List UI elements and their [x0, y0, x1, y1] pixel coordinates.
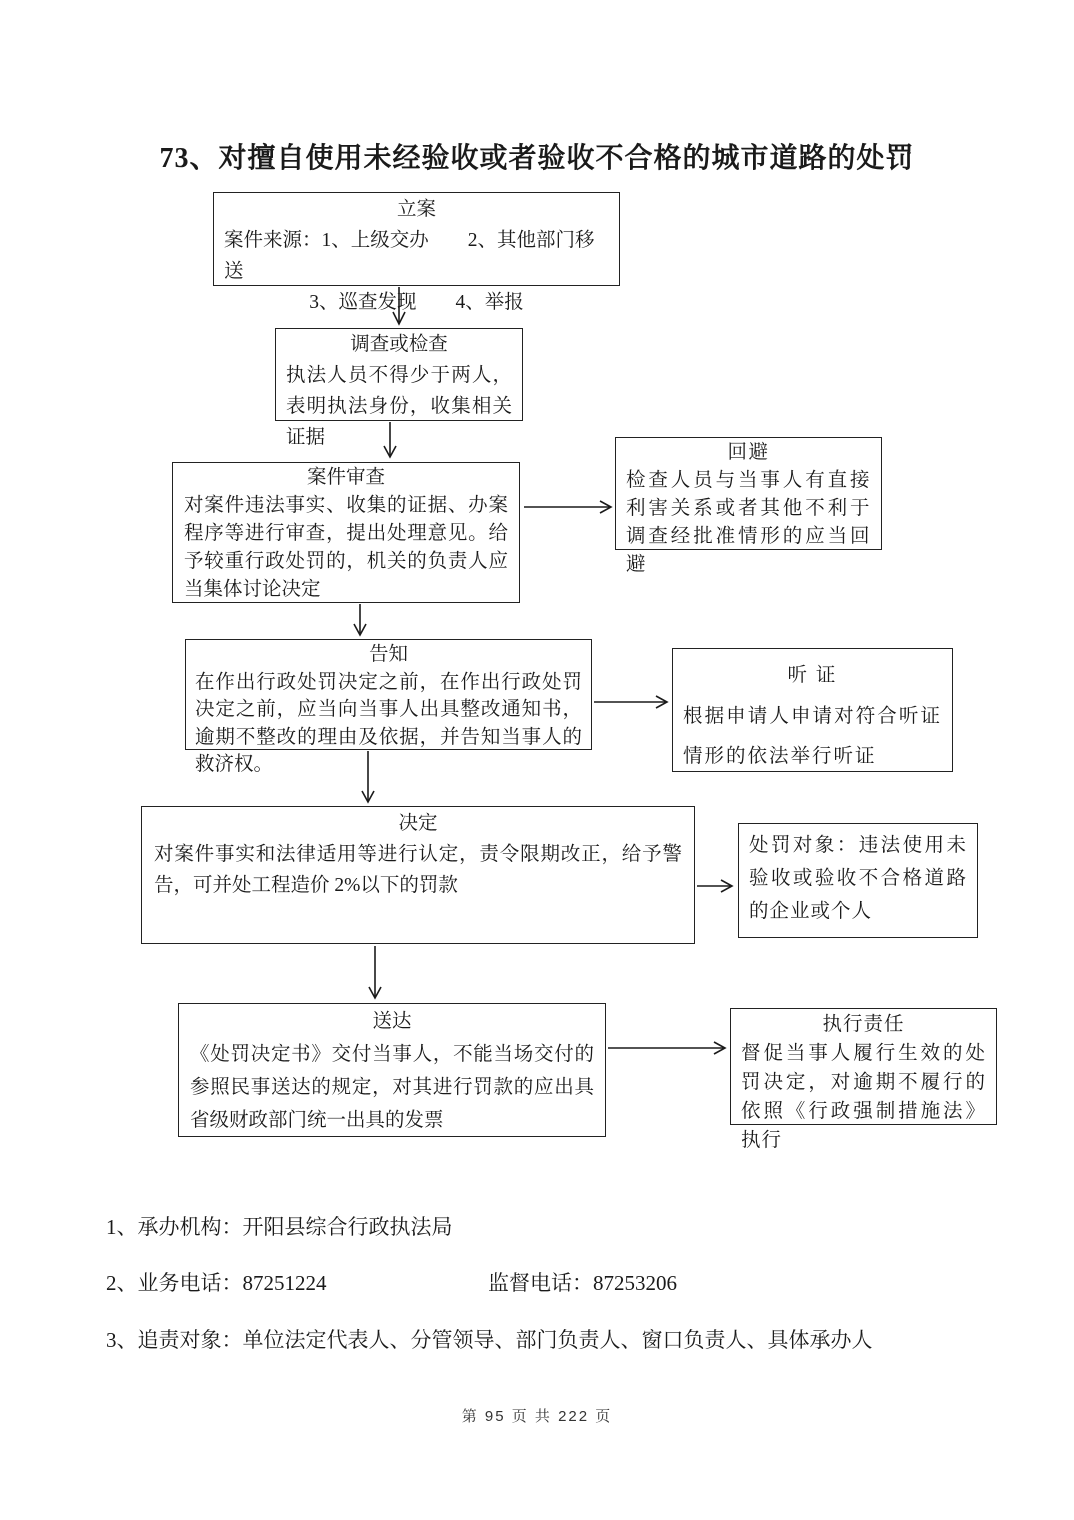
flow-box-recusal — [615, 437, 882, 575]
filing-title: 立案 — [396, 199, 436, 220]
delivery-title: 送达 — [372, 1011, 412, 1032]
flow-box-notification — [185, 639, 592, 775]
flow-box-investigation — [275, 328, 523, 448]
investigation-body: 执法人员不得少于两人，表明执法身份，收集相关证据 — [286, 365, 512, 448]
investigation-title: 调查或检查 — [350, 334, 448, 355]
flow-box-decision — [141, 806, 695, 944]
flow-box-enforcement — [730, 1008, 997, 1151]
delivery-body: 《处罚决定书》交付当事人，不能当场交付的参照民事送达的规定，对其进行罚款的应出具省级财政部门统一出具的发票 — [190, 1044, 594, 1131]
page-title: 73、对擅自使用未经验收或者验收不合格的城市道路的处罚 — [159, 143, 915, 174]
flow-box-review — [172, 462, 520, 603]
arrow-decision-to-target — [697, 880, 732, 892]
review-title: 案件审查 — [306, 467, 385, 488]
arrow-delivery-to-enforcement — [608, 1042, 725, 1054]
decision-body: 对案件事实和法律适用等进行认定，责令限期改正，给予警告，可并处工程造价 2%以下的罚款 — [154, 844, 682, 896]
hearing-body: 根据申请人申请对符合听证情形的依法举行听证 — [683, 706, 942, 767]
filing-source-line1: 案件来源：1、上级交办 2、其他部门移送 — [224, 230, 595, 282]
hearing-title: 听 证 — [787, 665, 838, 686]
decision-title: 决定 — [398, 813, 438, 834]
recusal-title: 回避 — [727, 442, 770, 463]
penalty-target-body: 处罚对象：违法使用未验收或验收不合格道路的企业或个人 — [749, 835, 967, 922]
arrow-notification-to-hearing — [594, 696, 667, 708]
note-accountability: 3、追责对象：单位法定代表人、分管领导、部门负责人、窗口负责人、具体承办人 — [106, 1328, 873, 1352]
note-phone-supervision: 监督电话：87253206 — [488, 1271, 677, 1295]
arrow-decision-to-delivery — [369, 946, 381, 998]
filing-source-line2: 3、巡查发现 4、举报 — [309, 292, 524, 313]
arrow-review-to-recusal — [524, 501, 611, 513]
note-agency: 1、承办机构：开阳县综合行政执法局 — [106, 1215, 453, 1239]
flow-box-penalty-target — [738, 823, 978, 938]
flow-box-delivery — [178, 1003, 606, 1137]
recusal-body: 检查人员与当事人有直接利害关系或者其他不利于调查经批准情形的应当回避 — [626, 470, 871, 575]
note-phone-business: 2、业务电话：87251224 — [106, 1271, 327, 1295]
enforcement-body: 督促当事人履行生效的处罚决定，对逾期不履行的依照《行政强制措施法》执行 — [741, 1043, 986, 1151]
page-footer: 第 95 页 共 222 页 — [461, 1408, 613, 1425]
notification-body: 在作出行政处罚决定之前，在作出行政处罚决定之前，应当向当事人出具整改通知书，逾期不整改的理由及依据，并告知当事人的救济权。 — [195, 671, 582, 775]
arrow-review-to-notification — [354, 604, 366, 635]
note-phones — [106, 1267, 677, 1297]
flow-box-hearing — [672, 648, 953, 772]
review-body: 对案件违法事实、收集的证据、办案程序等进行审查，提出处理意见。给予较重行政处罚的，机关的负责人应当集体讨论决定 — [184, 495, 508, 600]
notification-title: 告知 — [368, 644, 408, 665]
flow-box-filing — [213, 192, 620, 313]
enforcement-title: 执行责任 — [822, 1014, 905, 1035]
